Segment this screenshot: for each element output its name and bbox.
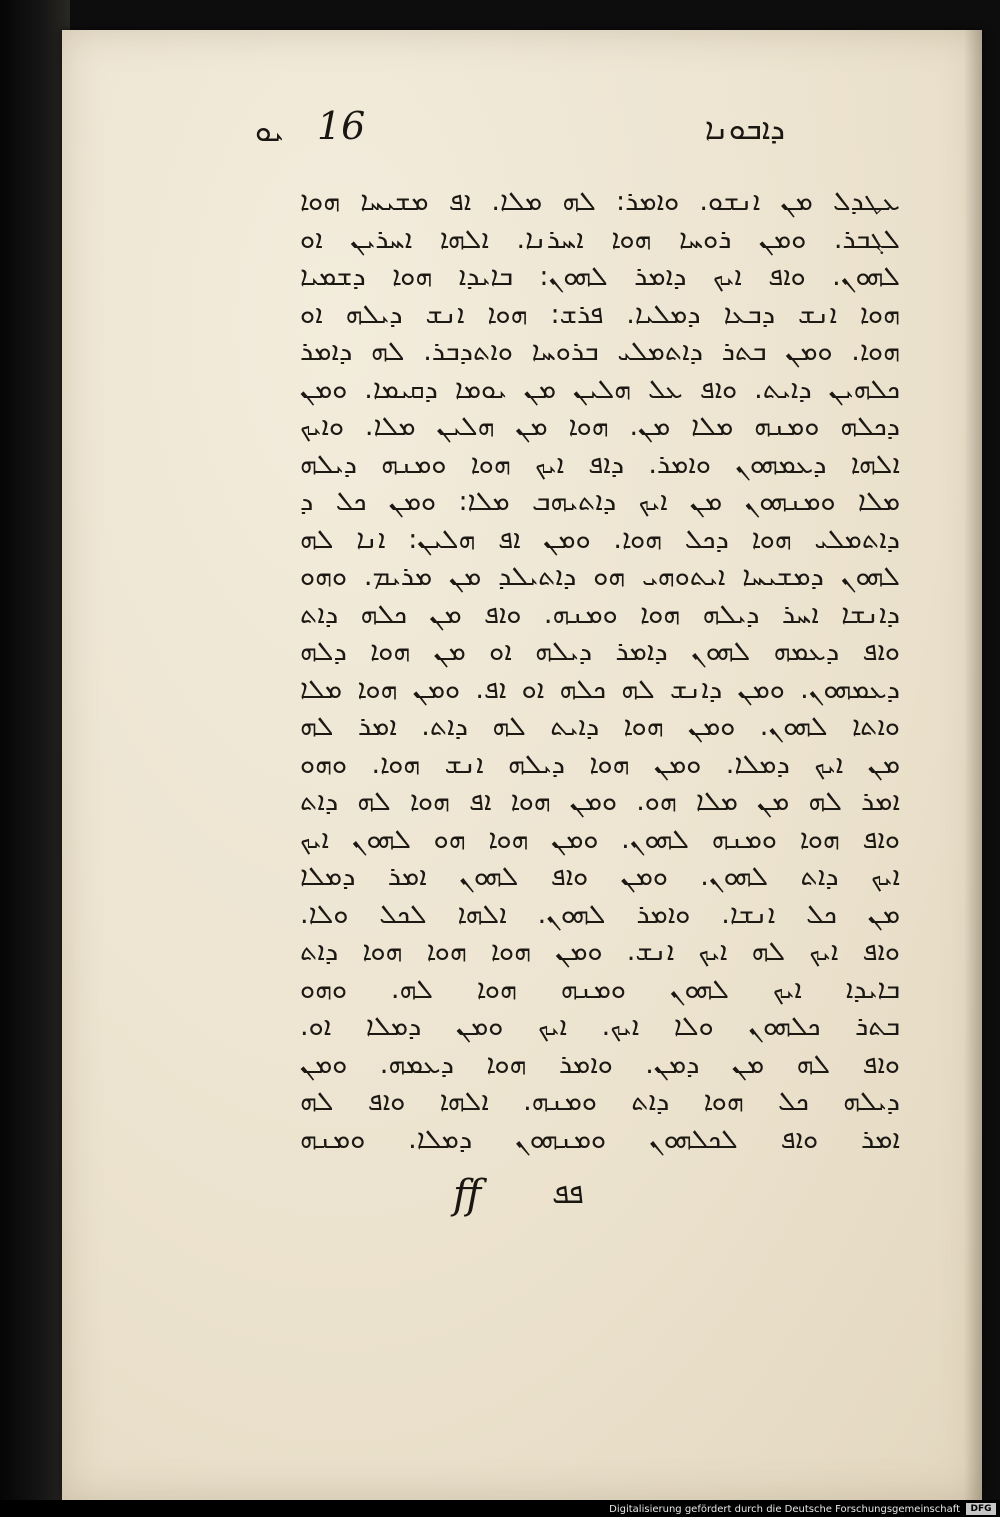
dfg-logo-icon: DFG — [966, 1503, 996, 1515]
text-line: ܐܡܪ ܘܐܦ ܠܟܠܗܘܢ ܘܡܢܗܘܢ ܕܡܠܐ. ܘܡܢܗ — [300, 1123, 900, 1155]
text-line: ܥܛܕܠ ܡܢ ܐܢܫܘ. ܘܐܡܪ: ܠܗ ܡܠܐ. ܐܦ ܡܫܝܚܐ ܗܘܐ — [300, 186, 900, 217]
text-line: ܕܝܠܗ ܟܠ ܗܘܐ ܕܐܬ ܘܡܢܗ. ܐܠܗܐ ܘܐܦ ܠܗ — [300, 1086, 900, 1117]
binding-shadow — [0, 0, 70, 1500]
page-header — [255, 104, 855, 168]
folio-syriac-numeral: ܝܘ — [255, 114, 284, 149]
dfg-credit-text: Digitalisierung gefördert durch die Deutsche Forschungsgemeinschaft — [609, 1504, 960, 1515]
folio-number: 16 — [317, 104, 366, 148]
text-line: ܐܡܪ ܠܗ ܡܢ ܡܠܐ ܗܘ. ܘܡܢ ܗܘܐ ܐܦ ܗܘܐ ܠܗ ܕܐܬ — [300, 786, 900, 817]
text-line: ܐܠܗܐ ܕܥܡܗܘܢ ܘܐܡܪ. ܕܐܦ ܐܝܟ ܗܘܐ ܘܡܢܗ ܕܝܠܗ — [300, 448, 900, 480]
text-line: ܘܐܦ ܐܝܟ ܠܗ ܐܝܟ ܐܢܫ. ܘܡܢ ܗܘܐ ܗܘܐ ܗܘܐ ܕܐܬ — [300, 936, 900, 967]
text-line: ܕܟܠܗ ܘܡܢܗ ܡܠܐ ܡܢ. ܗܘܐ ܡܢ ܗܠܝܢ ܡܠܐ. ܘܐܝܟ — [300, 411, 900, 442]
quire-signature: ܦܦ — [552, 1176, 584, 1211]
text-block — [300, 183, 900, 1158]
text-line: ܠܗܘܢ. ܘܐܦ ܐܝܟ ܕܐܡܪ ܠܗܘܢ: ܒܐܝܕܐ ܗܘܐ ܕܫܡܝܐ — [300, 261, 900, 292]
running-title: ܕܐܒܘܢܐ — [704, 112, 785, 147]
text-line: ܘܐܦ ܕܥܡܗ ܠܗܘܢ ܕܐܡܪ ܕܝܠܗ ܐܘ ܡܢ ܗܘܐ ܕܠܗ — [300, 636, 900, 667]
catchword: ff — [453, 1172, 482, 1218]
text-line: ܕܐܬܡܠܝ ܗܘܐ ܕܟܠ ܗܘܐ. ܘܡܢ ܐܦ ܗܠܝܢ: ܐܢܐ ܠܗ — [300, 523, 900, 555]
text-line: ܠܗܘܢ ܕܡܫܝܚܐ ܐܝܬܘܗܝ ܗܘ ܕܐܬܝܠܕ ܡܢ ܡܪܝܡ. ܘܗܘ — [300, 561, 900, 592]
footer-strip — [0, 1500, 1000, 1517]
text-line: ܘܐܬܐ ܠܗܘܢ. ܘܡܢ ܗܘܐ ܕܐܝܬ ܠܗ ܕܐܬ. ܐܡܪ ܠܗ — [300, 711, 900, 742]
text-line: ܒܐܝܕܐ ܐܝܟ ܠܗܘܢ ܘܡܢܗ ܗܘܐ ܠܗ. ܘܗܘ — [300, 973, 900, 1005]
text-line: ܒܬܪ ܟܠܗܘܢ ܘܠܐ ܐܝܟ. ܐܝܟ ܘܡܢ ܕܡܠܐ ܐܘ. — [300, 1011, 900, 1042]
text-line: ܡܢ ܐܝܟ ܕܡܠܐ. ܘܡܢ ܗܘܐ ܕܝܠܗ ܐܢܫ ܗܘܐ. ܘܗܘ — [300, 748, 900, 780]
text-line: ܕܐܢܫܐ ܐܚܪ ܕܝܠܗ ܗܘܐ ܘܡܢܗ. ܘܐܦ ܡܢ ܟܠܗ ܕܐܬ — [300, 598, 900, 630]
text-line: ܐܝܟ ܕܐܬ ܠܗܘܢ. ܘܡܢ ܘܐܦ ܠܗܘܢ ܐܡܪ ܕܡܠܐ — [300, 861, 900, 892]
text-line: ܗܘܐ ܐܢܫ ܕܒܥܐ ܕܡܠܝܐ. ܦܪܫ: ܗܘܐ ܐܢܫ ܕܝܠܗ ܐܘ — [300, 298, 900, 330]
text-line: ܡܠܐ ܘܡܢܗܘܢ ܡܢ ܐܝܟ ܕܐܬܝܗܒ ܡܠܐ: ܘܡܢ ܟܠ ܕ — [300, 486, 900, 517]
text-line: ܟܠܗܝܢ ܕܐܝܬ. ܘܐܦ ܥܠ ܗܠܝܢ ܡܢ ܝܘܡܐ ܕܩܝܡܐ. ܘܡܢ — [300, 373, 900, 405]
text-line: ܡܢ ܟܠ ܐܢܫܐ. ܘܐܡܪ ܠܗܘܢ. ܐܠܗܐ ܠܟܠ ܘܠܐ. — [300, 898, 900, 930]
text-line: ܠܓܒܪ. ܘܡܢ ܪܘܚܐ ܗܘܐ ܐܚܪܢܐ. ܐܠܗܐ ܐܚܪܝܢ ܐܘ — [300, 223, 900, 255]
text-line: ܘܐܦ ܗܘܐ ܘܡܢܗ ܠܗܘܢ. ܘܡܢ ܗܘܐ ܗܘ ܠܗܘܢ ܐܝܟ — [300, 823, 900, 855]
text-line: ܕܥܡܗܘܢ. ܘܡܢ ܕܐܢܫ ܠܗ ܟܠܗ ܐܘ ܐܦ. ܘܡܢ ܗܘܐ ܡܠܐ — [300, 673, 900, 705]
text-line: ܗܘܐ. ܘܡܢ ܒܬܪ ܕܐܬܡܠܝ ܒܪܘܚܐ ܘܐܬܕܒܪ. ܠܗ ܕܐܡܪ — [300, 336, 900, 367]
text-line: ܘܐܦ ܠܗ ܡܢ ܕܡܢ. ܘܐܡܪ ܗܘܐ ܕܥܡܗ. ܘܡܢ — [300, 1048, 900, 1080]
